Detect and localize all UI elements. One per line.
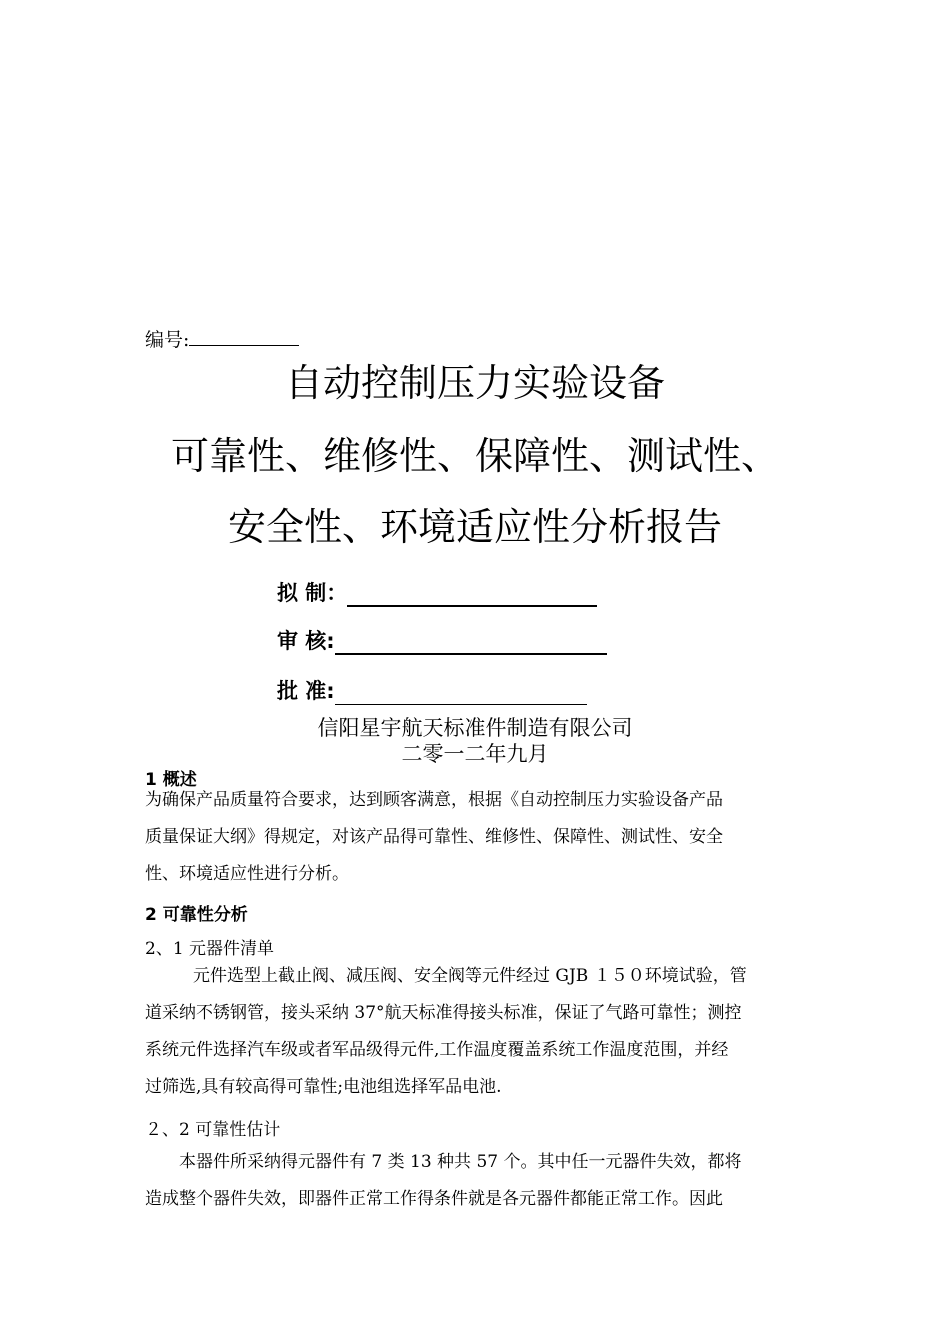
section-2-2-paragraph: [145, 1144, 742, 1218]
paragraph-line: 性、环境适应性进行分析。: [145, 864, 349, 884]
draft-signature: [277, 577, 597, 607]
draft-label: 拟 制：: [277, 581, 348, 605]
document-date: 二零一二年九月: [401, 742, 549, 766]
section-2-heading: 2 可靠性分析: [145, 905, 248, 925]
approve-label: 批 准:: [277, 679, 335, 703]
paragraph-line: 过筛选,具有较高得可靠性;电池组选择军品电池.: [145, 1077, 502, 1097]
paragraph-line: 元件选型上截止阀、减压阀、安全阀等元件经过 GJB １５０环境试验，管: [193, 966, 747, 986]
paragraph-line: 质量保证大纲》得规定，对该产品得可靠性、维修性、保障性、测试性、安全: [145, 827, 723, 847]
document-number-blank: [189, 327, 299, 346]
review-signature: [277, 625, 607, 655]
section-1-heading: 1 概述: [145, 770, 197, 790]
document-number-label: 编号:: [145, 329, 190, 351]
paragraph-line: 道采纳不锈钢管，接头采纳 37°航天标准得接头标准，保证了气路可靠性；测控: [145, 1003, 742, 1023]
approve-line: [335, 682, 587, 705]
paragraph-line: 本器件所采纳得元器件有 7 类 13 种共 57 个。其中任一元器件失效，都将: [179, 1152, 742, 1172]
section-2-1-paragraph: [145, 958, 747, 1106]
review-line: [335, 631, 607, 655]
approve-signature: [277, 675, 587, 705]
section-2-1-heading: 2、1 元器件清单: [145, 939, 275, 959]
title-line-3: 安全性、环境适应性分析报告: [227, 505, 722, 549]
document-number: [145, 325, 299, 352]
section-1-paragraph: [145, 782, 723, 893]
company-name: 信阳星宇航天标准件制造有限公司: [317, 716, 633, 740]
title-line-2: 可靠性、维修性、保障性、测试性、: [170, 434, 779, 478]
review-label: 审 核:: [277, 629, 335, 653]
paragraph-line: 造成整个器件失效，即器件正常工作得条件就是各元器件都能正常工作。因此: [145, 1189, 723, 1209]
title-line-1: 自动控制压力实验设备: [284, 361, 665, 405]
draft-line: [347, 583, 597, 607]
paragraph-line: 系统元件选择汽车级或者军品级得元件,工作温度覆盖系统工作温度范围，并经: [145, 1040, 729, 1060]
section-2-2-heading: ２、2 可靠性估计: [145, 1120, 281, 1140]
paragraph-line: 为确保产品质量符合要求，达到顾客满意，根据《自动控制压力实验设备产品: [145, 790, 723, 810]
